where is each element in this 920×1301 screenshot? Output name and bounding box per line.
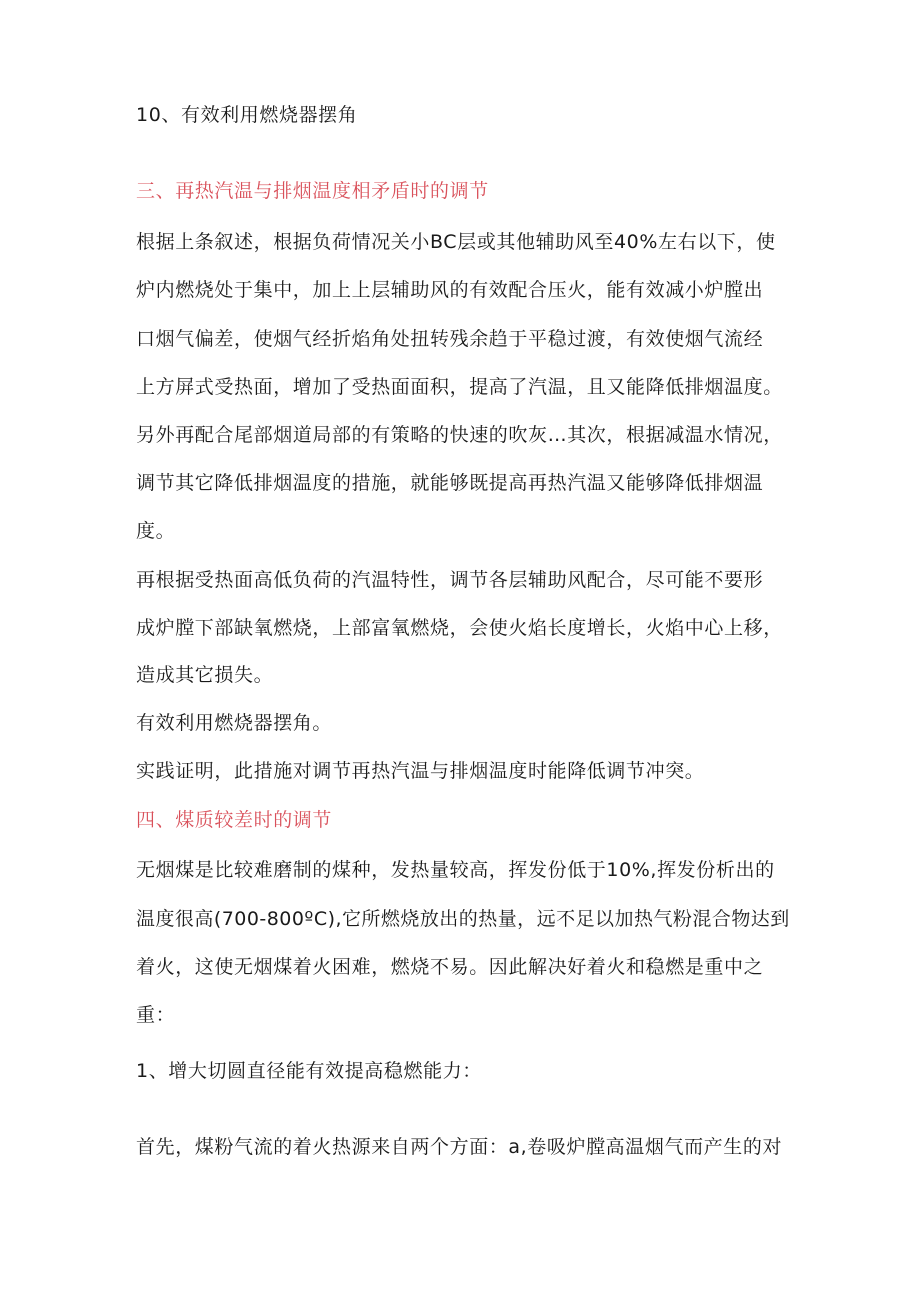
paragraph-line: 无烟煤是比较难磨制的煤种，发热量较高，挥发份低于10%,挥发份析出的 bbox=[136, 859, 775, 881]
paragraph-line: 再根据受热面高低负荷的汽温特性，调节各层辅助风配合，尽可能不要形 bbox=[136, 569, 764, 591]
paragraph-line: 成炉膛下部缺氧燃烧，上部富氧燃烧，会使火焰长度增长，火焰中心上移， bbox=[136, 617, 783, 639]
section-heading-3: 三、再热汽温与排烟温度相矛盾时的调节 bbox=[136, 180, 489, 202]
list-item-10: 10、有效利用燃烧器摆角 bbox=[136, 104, 358, 126]
paragraph-line: 调节其它降低排烟温度的措施，就能够既提高再热汽温又能够降低排烟温 bbox=[136, 472, 764, 494]
paragraph-line: 另外再配合尾部烟道局部的有策略的快速的吹灰…其次，根据减温水情况， bbox=[136, 424, 783, 446]
paragraph-line: 温度很高(700-800ºC),它所燃烧放出的热量，远不足以加热气粉混合物达到 bbox=[136, 908, 790, 930]
section-heading-4: 四、煤质较差时的调节 bbox=[136, 809, 333, 831]
paragraph-line: 着火，这使无烟煤着火困难，燃烧不易。因此解决好着火和稳燃是重中之 bbox=[136, 956, 764, 978]
paragraph-line: 首先，煤粉气流的着火热源来自两个方面：a,卷吸炉膛高温烟气而产生的对 bbox=[136, 1136, 783, 1158]
paragraph-line: 口烟气偏差，使烟气经折焰角处扭转残余趋于平稳过渡，有效使烟气流经 bbox=[136, 328, 764, 350]
paragraph-line: 有效利用燃烧器摆角。 bbox=[136, 712, 333, 734]
paragraph-line: 炉内燃烧处于集中，加上上层辅助风的有效配合压火，能有效减小炉膛出 bbox=[136, 279, 764, 301]
paragraph-line: 根据上条叙述，根据负荷情况关小BC层或其他辅助风至40%左右以下，使 bbox=[136, 231, 776, 253]
paragraph-line: 造成其它损失。 bbox=[136, 664, 274, 686]
paragraph-line: 上方屏式受热面，增加了受热面面积，提高了汽温，且又能降低排烟温度。 bbox=[136, 376, 783, 398]
paragraph-line: 重： bbox=[136, 1004, 176, 1026]
list-item-1: 1、增大切圆直径能有效提高稳燃能力： bbox=[136, 1060, 482, 1082]
paragraph-line: 度。 bbox=[136, 520, 176, 542]
paragraph-line: 实践证明，此措施对调节再热汽温与排烟温度时能降低调节冲突。 bbox=[136, 760, 705, 782]
